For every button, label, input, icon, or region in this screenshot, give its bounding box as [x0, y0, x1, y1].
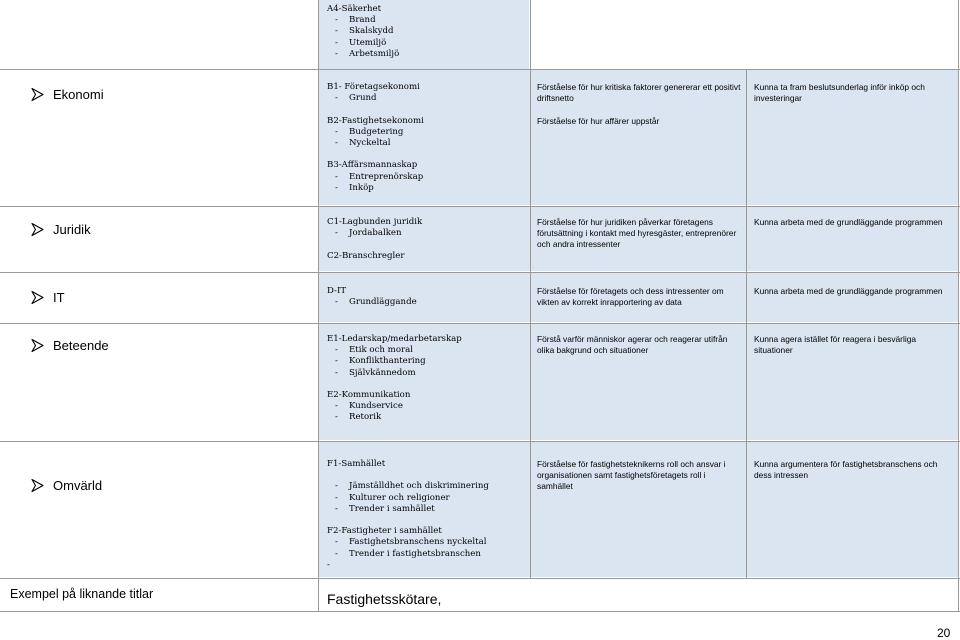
safety-text [327, 4, 399, 60]
course-heading: F2-Fastigheter i samhället [327, 526, 442, 537]
list-item: - Kulturer och religioner [335, 492, 450, 503]
course-list [327, 459, 489, 571]
list-item: - [327, 559, 330, 570]
category-label: Ekonomi [53, 87, 104, 102]
list-item: - Arbetsmiljö [335, 48, 400, 59]
arrow-bullet-icon [30, 478, 53, 493]
list-item: - Fastighetsbranschens nyckeltal [335, 537, 487, 548]
list-item: - Jordabalken [335, 228, 402, 239]
course-heading: C2-Branschregler [327, 250, 405, 261]
category-it [30, 290, 65, 305]
goal-text: Kunna agera istället för reagera i besvärliga situationer [754, 334, 917, 356]
course-heading: D-IT [327, 286, 347, 296]
spacer [327, 379, 462, 390]
column-divider [530, 0, 531, 69]
spacer [327, 104, 424, 115]
category-ekonomi [30, 87, 104, 102]
list-item: - Brand [335, 15, 376, 26]
category-label: Omvärld [53, 478, 103, 493]
list-item: - Nyckeltal [335, 137, 391, 148]
list-item: - Kundservice [335, 401, 403, 412]
goal-text: Kunna ta fram beslutsunderlag inför inköp och investeringar [754, 82, 925, 104]
list-item: - Utemiljö [335, 37, 387, 48]
list-item: - Skalskydd [335, 26, 394, 37]
safety-heading: A4-Säkerhet [327, 4, 382, 14]
course-heading: F1-Samhället [327, 459, 386, 469]
course-list [327, 334, 462, 424]
category-label: Juridik [53, 222, 91, 237]
list-item: - Trender i samhället [335, 503, 435, 514]
list-item: - Självkännedom [335, 367, 416, 378]
row-divider [0, 611, 960, 612]
goal-text: Kunna arbeta med de grundläggande programmen [754, 217, 943, 227]
arrow-bullet-icon [30, 338, 53, 353]
spacer [327, 239, 422, 250]
column-divider [958, 0, 959, 611]
understanding-text: Förståelse för företagets och dess intressenter om vikten av korrekt inrapportering av data [537, 286, 724, 308]
goal-text: Kunna arbeta med de grundläggande programmen [754, 286, 943, 296]
understanding-text: Förståelse för hur kritiska faktorer genererar ett positivt driftsnetto [537, 82, 741, 104]
list-item: - Grund [335, 93, 377, 104]
goal-text: Kunna argumentera för fastighetsbranschens och dess intressen [754, 459, 938, 481]
course-heading: E2-Kommunikation [327, 389, 411, 400]
category-label: Beteende [53, 338, 109, 353]
understanding-text: Förståelse för fastighetsteknikerns roll och ansvar i organisationen samt fastighetsföretagets roll i samhället [537, 459, 726, 492]
spacer [327, 149, 424, 160]
arrow-bullet-icon [30, 290, 53, 305]
category-beteende [30, 338, 109, 353]
arrow-bullet-icon [30, 87, 53, 102]
footer-value: Fastighetsskötare, [327, 591, 442, 607]
category-omvärld [30, 478, 102, 493]
spacer [327, 515, 489, 526]
page-number: 20 [937, 626, 951, 640]
footer-label: Exempel på liknande titlar [10, 587, 154, 601]
course-heading: C1-Lagbunden juridik [327, 217, 423, 227]
list-item: - Budgetering [335, 126, 404, 137]
course-heading: E1-Ledarskap/medarbetarskap [327, 334, 462, 344]
list-item: - Konflikthantering [335, 356, 426, 367]
list-item: - Inköp [335, 182, 374, 193]
row-divider [0, 578, 960, 579]
spacer [327, 470, 489, 481]
list-item: - Trender i fastighetsbranschen [335, 548, 481, 559]
category-label: IT [53, 290, 65, 305]
list-item: - Jämställdhet och diskriminering [335, 481, 489, 492]
list-item: - Retorik [335, 412, 382, 423]
course-heading: B1- Företagsekonomi [327, 82, 420, 92]
list-item: - Entreprenörskap [335, 171, 424, 182]
table-cell [747, 273, 958, 322]
course-list [327, 82, 424, 194]
course-list [327, 286, 417, 308]
course-heading: B2-Fastighetsekonomi [327, 115, 424, 126]
category-juridik [30, 222, 91, 237]
understanding-text-secondary: Förståelse för hur affärer uppstår [537, 116, 660, 126]
course-heading: B3-Affärsmannaskap [327, 160, 418, 171]
understanding-text: Förstå varför människor agerar och reagerar utifrån olika bakgrund och situationer [537, 334, 728, 356]
list-item: - Grundläggande [335, 297, 417, 308]
list-item: - Etik och moral [335, 345, 413, 356]
understanding-text: Förståelse för hur juridiken påverkar företagens förutsättning i kontakt med hyresgäster, entreprenörer och andra intressenter [537, 217, 737, 250]
course-list [327, 217, 422, 262]
arrow-bullet-icon [30, 222, 53, 237]
